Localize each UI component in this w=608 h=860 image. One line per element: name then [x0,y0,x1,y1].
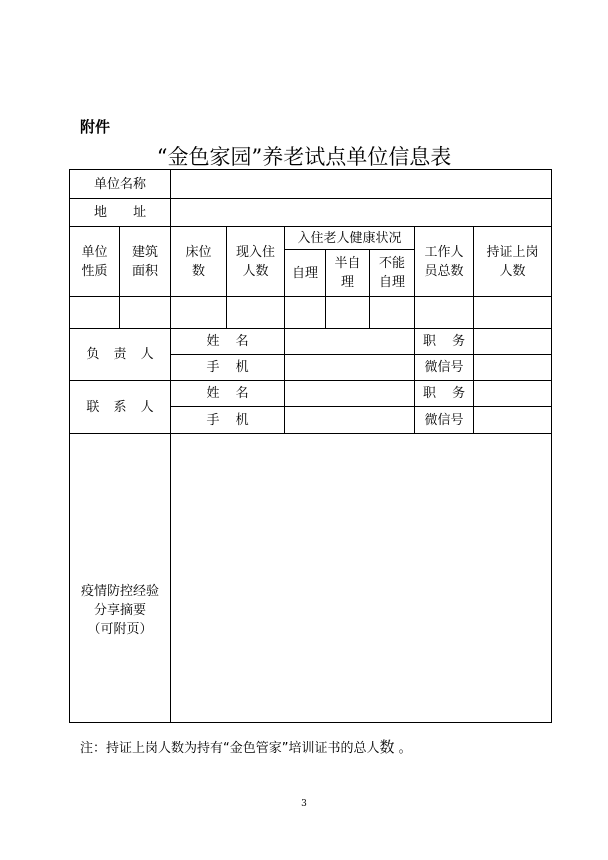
current-residents-header: 现入住人数 [227,227,285,297]
bed-count-cell[interactable] [171,297,227,329]
footnote: 注：持证上岗人数为持有“金色管家”培训证书的总人数 。 [80,738,412,756]
responsible-position-field[interactable] [474,329,552,355]
self-care-header: 自理 [285,250,326,297]
unit-nature-header: 单位性质 [70,227,120,297]
responsible-name-field[interactable] [285,329,415,355]
column-header-row-1 [70,227,552,250]
semi-self-care-header: 半自理 [326,250,370,297]
contact-phone-label: 手 机 [171,407,285,434]
responsible-wechat-field[interactable] [474,355,552,381]
certified-staff-cell[interactable] [474,297,552,329]
health-status-header: 入住老人健康状况 [285,227,415,250]
responsible-wechat-label: 微信号 [415,355,474,381]
building-area-cell[interactable] [120,297,171,329]
total-staff-cell[interactable] [415,297,474,329]
certified-staff-header: 持证上岗人数 [474,227,552,297]
info-form-table [69,169,552,723]
address-label: 地 址 [70,199,171,227]
contact-name-row [70,381,552,407]
experience-field[interactable] [171,434,552,723]
experience-row [70,434,552,723]
responsible-name-label: 姓 名 [171,329,285,355]
unit-name-row [70,170,552,199]
building-area-header: 建筑面积 [120,227,171,297]
no-self-care-cell[interactable] [370,297,415,329]
bed-count-header: 床位数 [171,227,227,297]
responsible-phone-label: 手 机 [171,355,285,381]
stats-data-row [70,297,552,329]
address-row [70,199,552,227]
contact-person-label: 联 系 人 [70,381,171,434]
contact-position-label: 职 务 [415,381,474,407]
contact-phone-field[interactable] [285,407,415,434]
total-staff-header: 工作人员总数 [415,227,474,297]
contact-name-field[interactable] [285,381,415,407]
no-self-care-header: 不能自理 [370,250,415,297]
attachment-label: 附件 [80,118,111,136]
unit-name-label: 单位名称 [70,170,171,199]
page-title: “金色家园”养老试点单位信息表 [156,145,452,169]
responsible-name-row [70,329,552,355]
responsible-phone-field[interactable] [285,355,415,381]
experience-label: 疫情防控经验 分享摘要 （可附页） [70,434,171,723]
contact-wechat-label: 微信号 [415,407,474,434]
responsible-person-label: 负 责 人 [70,329,171,381]
unit-name-field[interactable] [171,170,552,199]
address-field[interactable] [171,199,552,227]
page-number: 3 [301,799,307,809]
contact-name-label: 姓 名 [171,381,285,407]
responsible-position-label: 职 务 [415,329,474,355]
self-care-cell[interactable] [285,297,326,329]
unit-nature-cell[interactable] [70,297,120,329]
contact-wechat-field[interactable] [474,407,552,434]
contact-position-field[interactable] [474,381,552,407]
semi-self-care-cell[interactable] [326,297,370,329]
current-residents-cell[interactable] [227,297,285,329]
